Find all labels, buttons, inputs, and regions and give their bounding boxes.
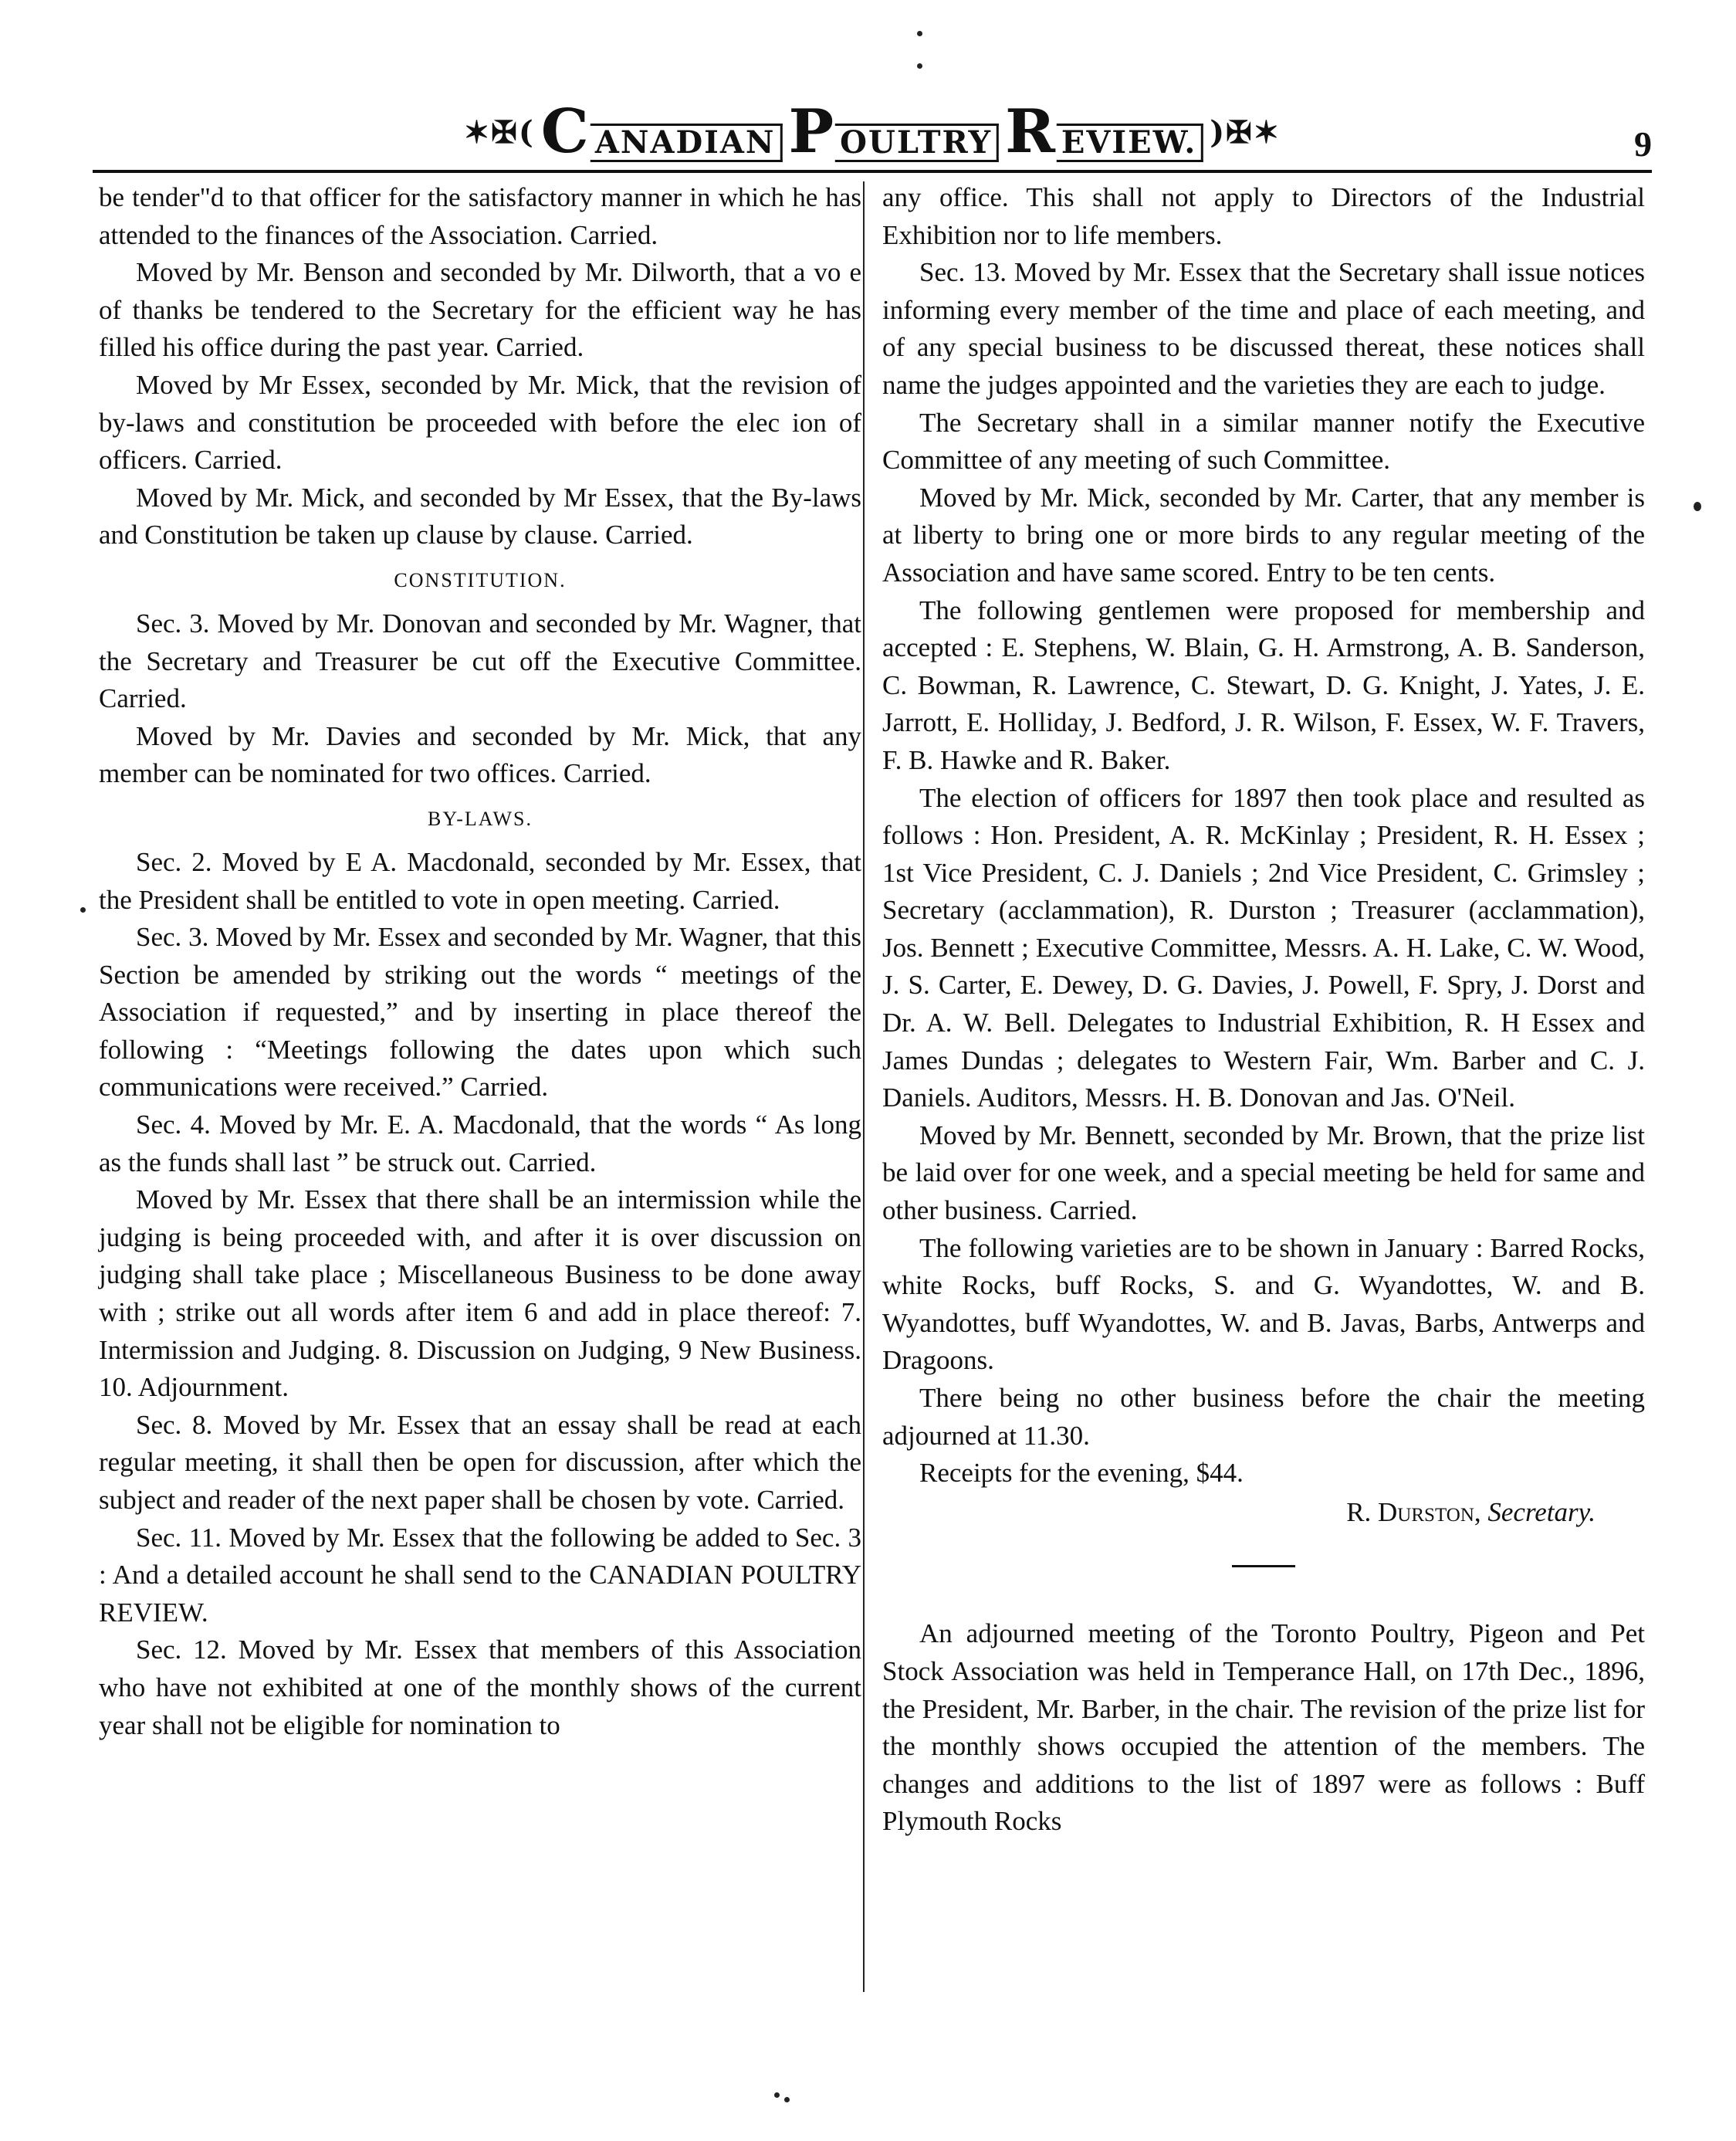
- paragraph: Moved by Mr. Mick, and seconded by Mr Essex, that the By-laws and Constitution be taken up clause by clause. Carried.: [99, 482, 861, 550]
- masthead-word-review: [1005, 97, 1203, 167]
- paragraph: Moved by Mr. Mick, seconded by Mr. Carter, that any member is at liberty to bring one or more birds to any regular meeting of the Association and have same scored. Entry to be ten cents.: [882, 482, 1645, 588]
- print-speck: [80, 907, 86, 913]
- masthead-rest-review: EVIEW.: [1057, 124, 1203, 162]
- column-divider: [863, 181, 865, 1992]
- paragraph: The election of officers for 1897 then took place and resulted as follows : Hon. President, A. R. McKinlay ; President, R. H. Essex ; 1st Vice President, C. J. Daniels ; 2nd Vice President, C. Grimsley ; Secretary (acclammation), R. Durston ; Treasurer (acclammation), Jos. Bennett ; Executive Committee, Messrs. A. H. Lake, C. W. Wood, J. S. Carter, E. Dewey, D. G. Davies, J. Powell, F. Spry, J. Dorst and Dr. A. W. Bell. Delegates to Industrial Exhibition, R. H Essex and James Dundas ; delegates to Western Fair, Wm. Barber and C. J. Daniels. Auditors, Messrs. H. B. Donovan and Jas. O'Neil.: [882, 782, 1645, 1113]
- masthead-cap-p: P: [788, 97, 836, 167]
- paragraph: Sec. 2. Moved by E A. Macdonald, seconded by Mr. Essex, that the President shall be entitled to vote in open meeting. Carried.: [99, 846, 861, 915]
- paragraph: Moved by Mr. Davies and seconded by Mr. Mick, that any member can be nominated for two offices. Carried.: [99, 720, 861, 789]
- right-column: [882, 179, 1645, 1841]
- paragraph: There being no other business before the chair the meeting adjourned at 11.30.: [882, 1383, 1645, 1451]
- paragraph: The Secretary shall in a similar manner notify the Executive Committee of any meeting of such Committee.: [882, 407, 1645, 476]
- paragraph: be tender"d to that officer for the satisfactory manner in which he has attended to the finances of the Association. Carried.: [99, 182, 861, 250]
- paragraph: Moved by Mr. Benson and seconded by Mr. Dilworth, that a vo e of thanks be tendered to the Secretary for the efficient way he has filled his office during the past year. Carried.: [99, 257, 861, 363]
- paragraph: Sec. 4. Moved by Mr. E. A. Macdonald, that the words “ As long as the funds shall last ” be struck out. Carried.: [99, 1109, 861, 1177]
- masthead-title: [463, 97, 1281, 167]
- masthead-rest-canadian: ANADIAN: [591, 124, 783, 162]
- section-heading: BY-LAWS.: [428, 807, 533, 830]
- print-speck: [784, 2097, 790, 2102]
- paragraph: Sec. 3. Moved by Mr. Essex and seconded by Mr. Wagner, that this Section be amended by striking out the words “ meetings of the Association if requested,” and by inserting in place thereof the following : “Meetings following the dates upon which such communications were received.” Carried.: [99, 922, 861, 1103]
- paragraph: The following gentlemen were proposed for membership and accepted : E. Stephens, W. Blain, G. H. Armstrong, A. B. Sanderson, C. Bowman, R. Lawrence, C. Stewart, D. G. Knight, J. Yates, J. E. Jarrott, E. Holliday, J. Bedford, J. R. Wilson, F. Essex, W. F. Travers, F. B. Hawke and R. Baker.: [882, 595, 1645, 775]
- paragraph: Moved by Mr. Essex that there shall be an intermission while the judging is being proceeded with, and after it is over discussion on judging shall take place ; Miscellaneous Business to be done away with ; strike out all words after item 6 and add in place thereof: 7. Intermission and Judging. 8. Discussion on Judging, 9 New Business. 10. Adjournment.: [99, 1184, 861, 1403]
- masthead-word-poultry: [788, 97, 999, 167]
- masthead: [93, 93, 1652, 178]
- paragraph: Receipts for the evening, $44.: [919, 1458, 1244, 1489]
- paragraph: Sec. 8. Moved by Mr. Essex that an essay shall be read at each regular meeting, it shall then be open for discussion, after which the subject and reader of the next paper shall be chosen by vote. Carried.: [99, 1409, 861, 1515]
- section-separator: [1232, 1565, 1295, 1567]
- page-number: 9: [1634, 124, 1652, 164]
- paragraph: Sec. 3. Moved by Mr. Donovan and seconded by Mr. Wagner, that the Secretary and Treasurer be cut off the Executive Committee. Carried.: [99, 608, 861, 714]
- print-speck: [917, 31, 922, 36]
- masthead-flourish-left: ✶✠(: [463, 113, 535, 151]
- signature: [882, 1494, 1645, 1532]
- print-speck: [1694, 502, 1701, 511]
- masthead-cap-r: R: [1005, 97, 1057, 167]
- masthead-rule: [93, 170, 1652, 173]
- section-heading: CONSTITUTION.: [394, 568, 567, 591]
- masthead-cap-c: C: [540, 97, 591, 167]
- print-speck: [774, 2092, 780, 2098]
- left-column: [99, 179, 861, 1744]
- masthead-rest-poultry: OULTRY: [835, 124, 999, 162]
- paragraph: Moved by Mr. Bennett, seconded by Mr. Brown, that the prize list be laid over for one week, and a special meeting be held for same and other business. Carried.: [882, 1120, 1645, 1226]
- masthead-flourish-right: )✠✶: [1210, 113, 1281, 151]
- print-speck: [917, 63, 922, 69]
- paragraph: Sec. 13. Moved by Mr. Essex that the Secretary shall issue notices informing every member of the time and place of each meeting, and of any special business to be discussed thereat, these notices shall name the judges appointed and the varieties they are each to judge.: [882, 257, 1645, 400]
- paragraph: any office. This shall not apply to Directors of the Industrial Exhibition nor to life members.: [882, 182, 1645, 250]
- paragraph: Moved by Mr Essex, seconded by Mr. Mick, that the revision of by-laws and constitution be proceeded with before the elec ion of officers. Carried.: [99, 369, 861, 476]
- masthead-word-canadian: [540, 97, 783, 167]
- paragraph: An adjourned meeting of the Toronto Poultry, Pigeon and Pet Stock Association was held in Temperance Hall, on 17th Dec., 1896, the President, Mr. Barber, in the chair. The revision of the prize list for the monthly shows occupied the attention of the members. The changes and additions to the list of 1897 were as follows : Buff Plymouth Rocks: [882, 1618, 1645, 1837]
- signature-name: R. Durston,: [1346, 1496, 1481, 1527]
- signature-role: Secretary.: [1487, 1496, 1596, 1527]
- paragraph: Sec. 11. Moved by Mr. Essex that the following be added to Sec. 3 : And a detailed account he shall send to the CANADIAN POULTRY REVIEW.: [99, 1522, 861, 1628]
- paragraph: Sec. 12. Moved by Mr. Essex that members of this Association who have not exhibited at one of the monthly shows of the current year shall not be eligible for nomination to: [99, 1635, 861, 1740]
- paragraph: The following varieties are to be shown in January : Barred Rocks, white Rocks, buff Rocks, S. and G. Wyandottes, W. and B. Wyandottes, buff Wyandottes, W. and B. Javas, Barbs, Antwerps and Dragoons.: [882, 1232, 1645, 1376]
